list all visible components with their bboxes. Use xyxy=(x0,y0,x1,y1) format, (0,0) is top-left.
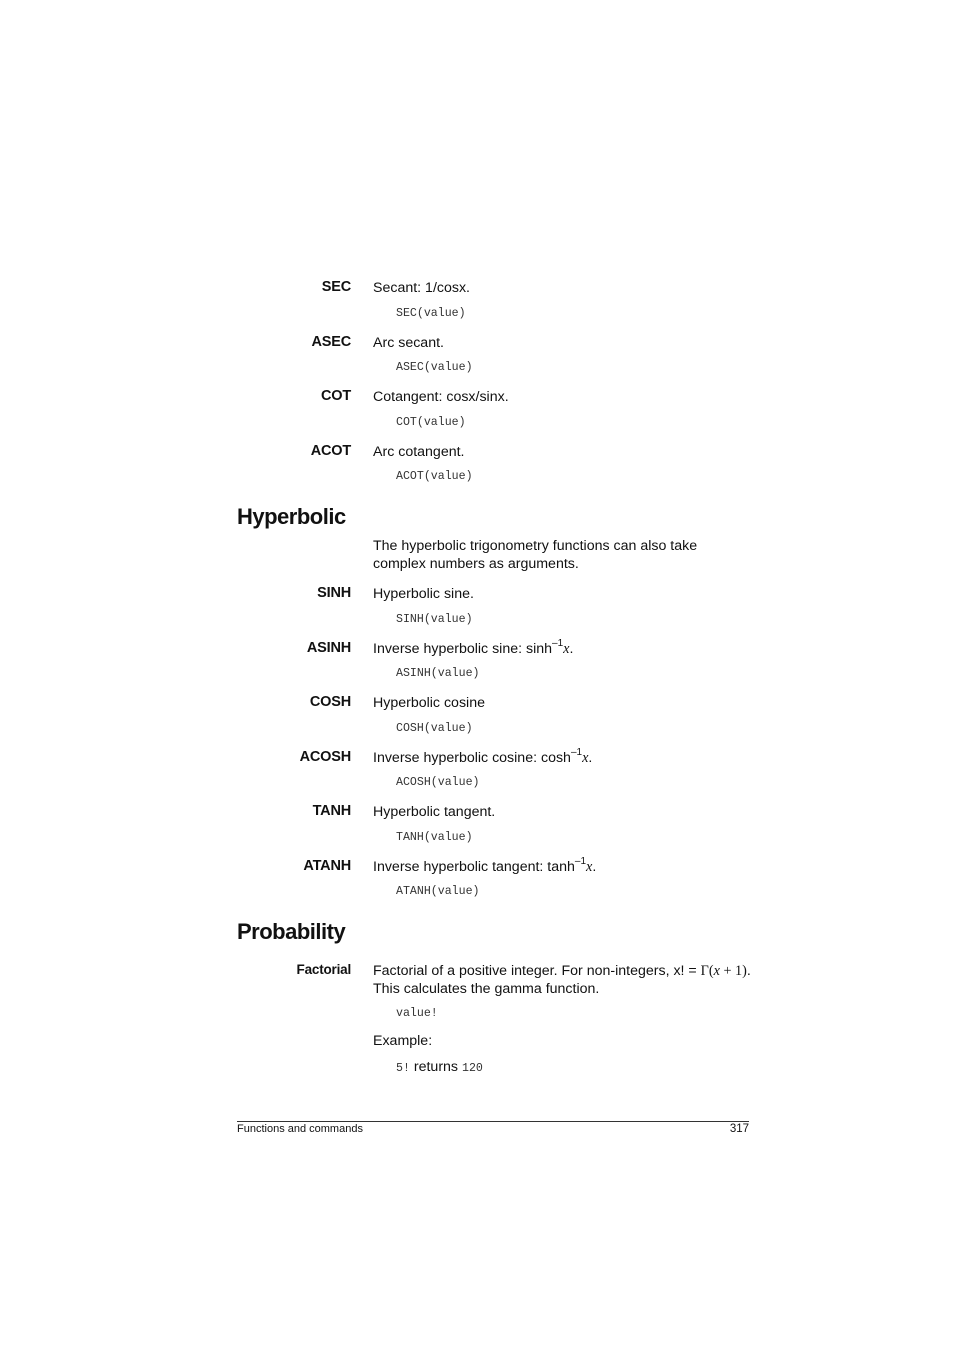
syntax-factorial: value! xyxy=(396,1007,438,1020)
syntax-acot: ACOT(value) xyxy=(396,470,473,483)
desc-atanh: Inverse hyperbolic tangent: $\tanh^{-1}x$. xyxy=(373,856,597,875)
example-line: 5! returns 120 xyxy=(396,1059,483,1075)
term-tanh: TANH xyxy=(312,803,351,819)
footer-section-title: Functions and commands xyxy=(237,1123,363,1135)
page-number: 317 xyxy=(729,1123,749,1135)
syntax-cosh: COSH(value) xyxy=(396,722,473,735)
desc-cot: Cotangent: cosx/sinx. xyxy=(373,389,509,405)
section-heading-hyperbolic: Hyperbolic xyxy=(237,504,346,529)
desc-factorial: Factorial of a positive integer. For non-integers, x! = Γ(x + 1). This calculates the gamma function. xyxy=(373,963,751,997)
term-cosh: COSH xyxy=(309,694,351,710)
desc-acosh: Inverse hyperbolic cosine: $\cosh^{-1}x$. xyxy=(373,747,593,766)
syntax-atanh: ATANH(value) xyxy=(396,885,480,898)
section-heading-probability: Probability xyxy=(237,919,346,944)
desc-cosh: Hyperbolic cosine xyxy=(373,695,485,711)
syntax-acosh: ACOSH(value) xyxy=(396,776,480,789)
footer-rule xyxy=(237,1121,749,1122)
desc-asec: Arc secant. xyxy=(373,335,444,351)
term-factorial: Factorial xyxy=(296,962,351,977)
term-acot: ACOT xyxy=(310,443,351,459)
desc-tanh: Hyperbolic tangent. xyxy=(373,804,496,820)
term-atanh: ATANH xyxy=(303,858,351,874)
syntax-sinh: SINH(value) xyxy=(396,613,473,626)
hyperbolic-intro: The hyperbolic trigonometry functions can also take complex numbers as arguments. xyxy=(373,538,698,572)
desc-sinh: Hyperbolic sine. xyxy=(373,586,474,602)
syntax-cot: COT(value) xyxy=(396,416,466,429)
example-label: Example: xyxy=(373,1033,433,1049)
term-sec: SEC xyxy=(321,279,351,295)
term-cot: COT xyxy=(320,388,351,404)
syntax-sec: SEC(value) xyxy=(396,307,466,320)
syntax-asinh: ASINH(value) xyxy=(396,667,480,680)
syntax-asec: ASEC(value) xyxy=(396,361,473,374)
syntax-tanh: TANH(value) xyxy=(396,831,473,844)
term-asec: ASEC xyxy=(311,334,351,350)
desc-asinh: Inverse hyperbolic sine: $\sinh^{-1}x$. xyxy=(373,638,574,657)
desc-acot: Arc cotangent. xyxy=(373,444,465,460)
term-acosh: ACOSH xyxy=(299,749,351,765)
term-asinh: ASINH xyxy=(306,640,351,656)
term-sinh: SINH xyxy=(317,585,351,601)
desc-sec: Secant: 1/cosx. xyxy=(373,280,470,296)
